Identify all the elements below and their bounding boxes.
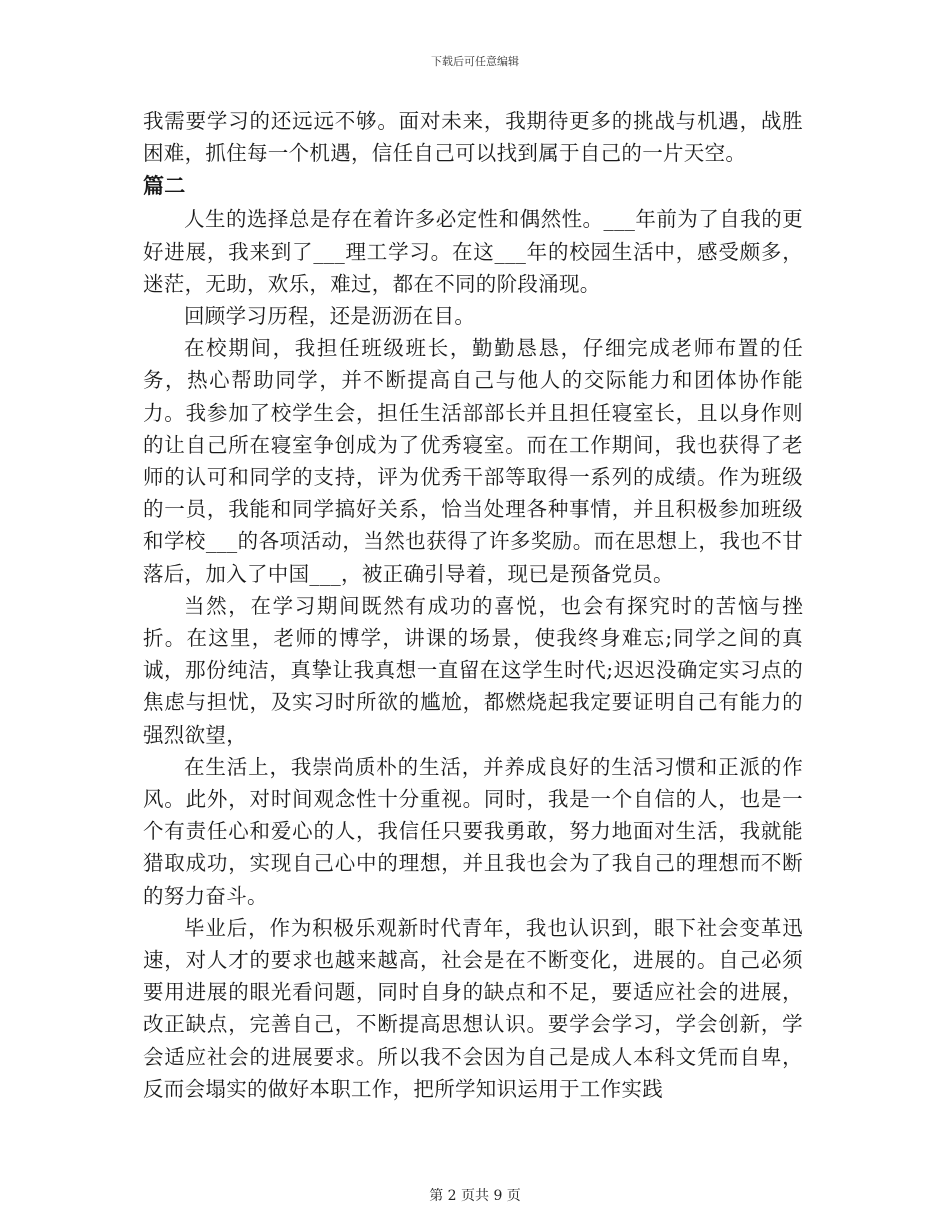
- paragraph: 回顾学习历程，还是沥沥在目。: [184, 304, 476, 329]
- document-body: [143, 105, 803, 1105]
- paragraph: 人生的选择总是存在着许多必定性和偶然性。___年前为了自我的更好进展，我来到了___理工学习。在这___年的校园生活中，感受颇多，迷茫，无助，欢乐，难过，都在不同的阶段涌现。: [143, 207, 803, 296]
- paragraph: 毕业后，作为积极乐观新时代青年，我也认识到，眼下社会变革迅速，对人才的要求也越来越高，社会是在不断变化，进展的。自己必须要用进展的眼光看问题，同时自身的缺点和不足，要适应社会的进展，改正缺点，完善自己，不断提高思想认识。要学会学习，学会创新，学会适应社会的进展要求。所以我不会因为自己是成人本科文凭而自卑，反而会塌实的做好本职工作，把所学知识运用于工作实践: [143, 915, 803, 1101]
- paragraph-continuation: 我需要学习的还远远不够。面对未来，我期待更多的挑战与机遇，战胜困难，抓住每一个机遇，信任自己可以找到属于自己的一片天空。: [143, 109, 803, 166]
- page-header: 下载后可任意编辑: [431, 55, 519, 68]
- paragraph: 在校期间，我担任班级班长，勤勤恳恳，仔细完成老师布置的任务，热心帮助同学，并不断提高自己与他人的交际能力和团体协作能力。我参加了校学生会，担任生活部部长并且担任寝室长，且以身作则的让自己所在寝室争创成为了优秀寝室。而在工作期间，我也获得了老师的认可和同学的支持，评为优秀干部等取得一系列的成绩。作为班级的一员，我能和同学搞好关系，恰当处理各种事情，并且积极参加班级和学校___的各项活动，当然也获得了许多奖励。而在思想上，我也不甘落后，加入了中国___，被正确引导着，现已是预备党员。: [143, 336, 803, 586]
- section-title: 篇二: [143, 173, 186, 199]
- page-number-footer: 第 2 页共 9 页: [429, 1188, 521, 1204]
- paragraph: 在生活上，我崇尚质朴的生活，并养成良好的生活习惯和正派的作风。此外，对时间观念性十分重视。同时，我是一个自信的人，也是一个有责任心和爱心的人，我信任只要我勇敢，努力地面对生活，我就能猎取成功，实现自己心中的理想，并且我也会为了我自己的理想而不断的努力奋斗。: [143, 754, 803, 908]
- paragraph: 当然，在学习期间既然有成功的喜悦，也会有探究时的苦恼与挫折。在这里，老师的博学，讲课的场景，使我终身难忘;同学之间的真诚，那份纯洁，真挚让我真想一直留在这学生时代;迟迟没确定实习点的焦虑与担忧，及实习时所欲的尴尬，都燃烧起我定要证明自己有能力的强烈欲望，: [143, 593, 803, 747]
